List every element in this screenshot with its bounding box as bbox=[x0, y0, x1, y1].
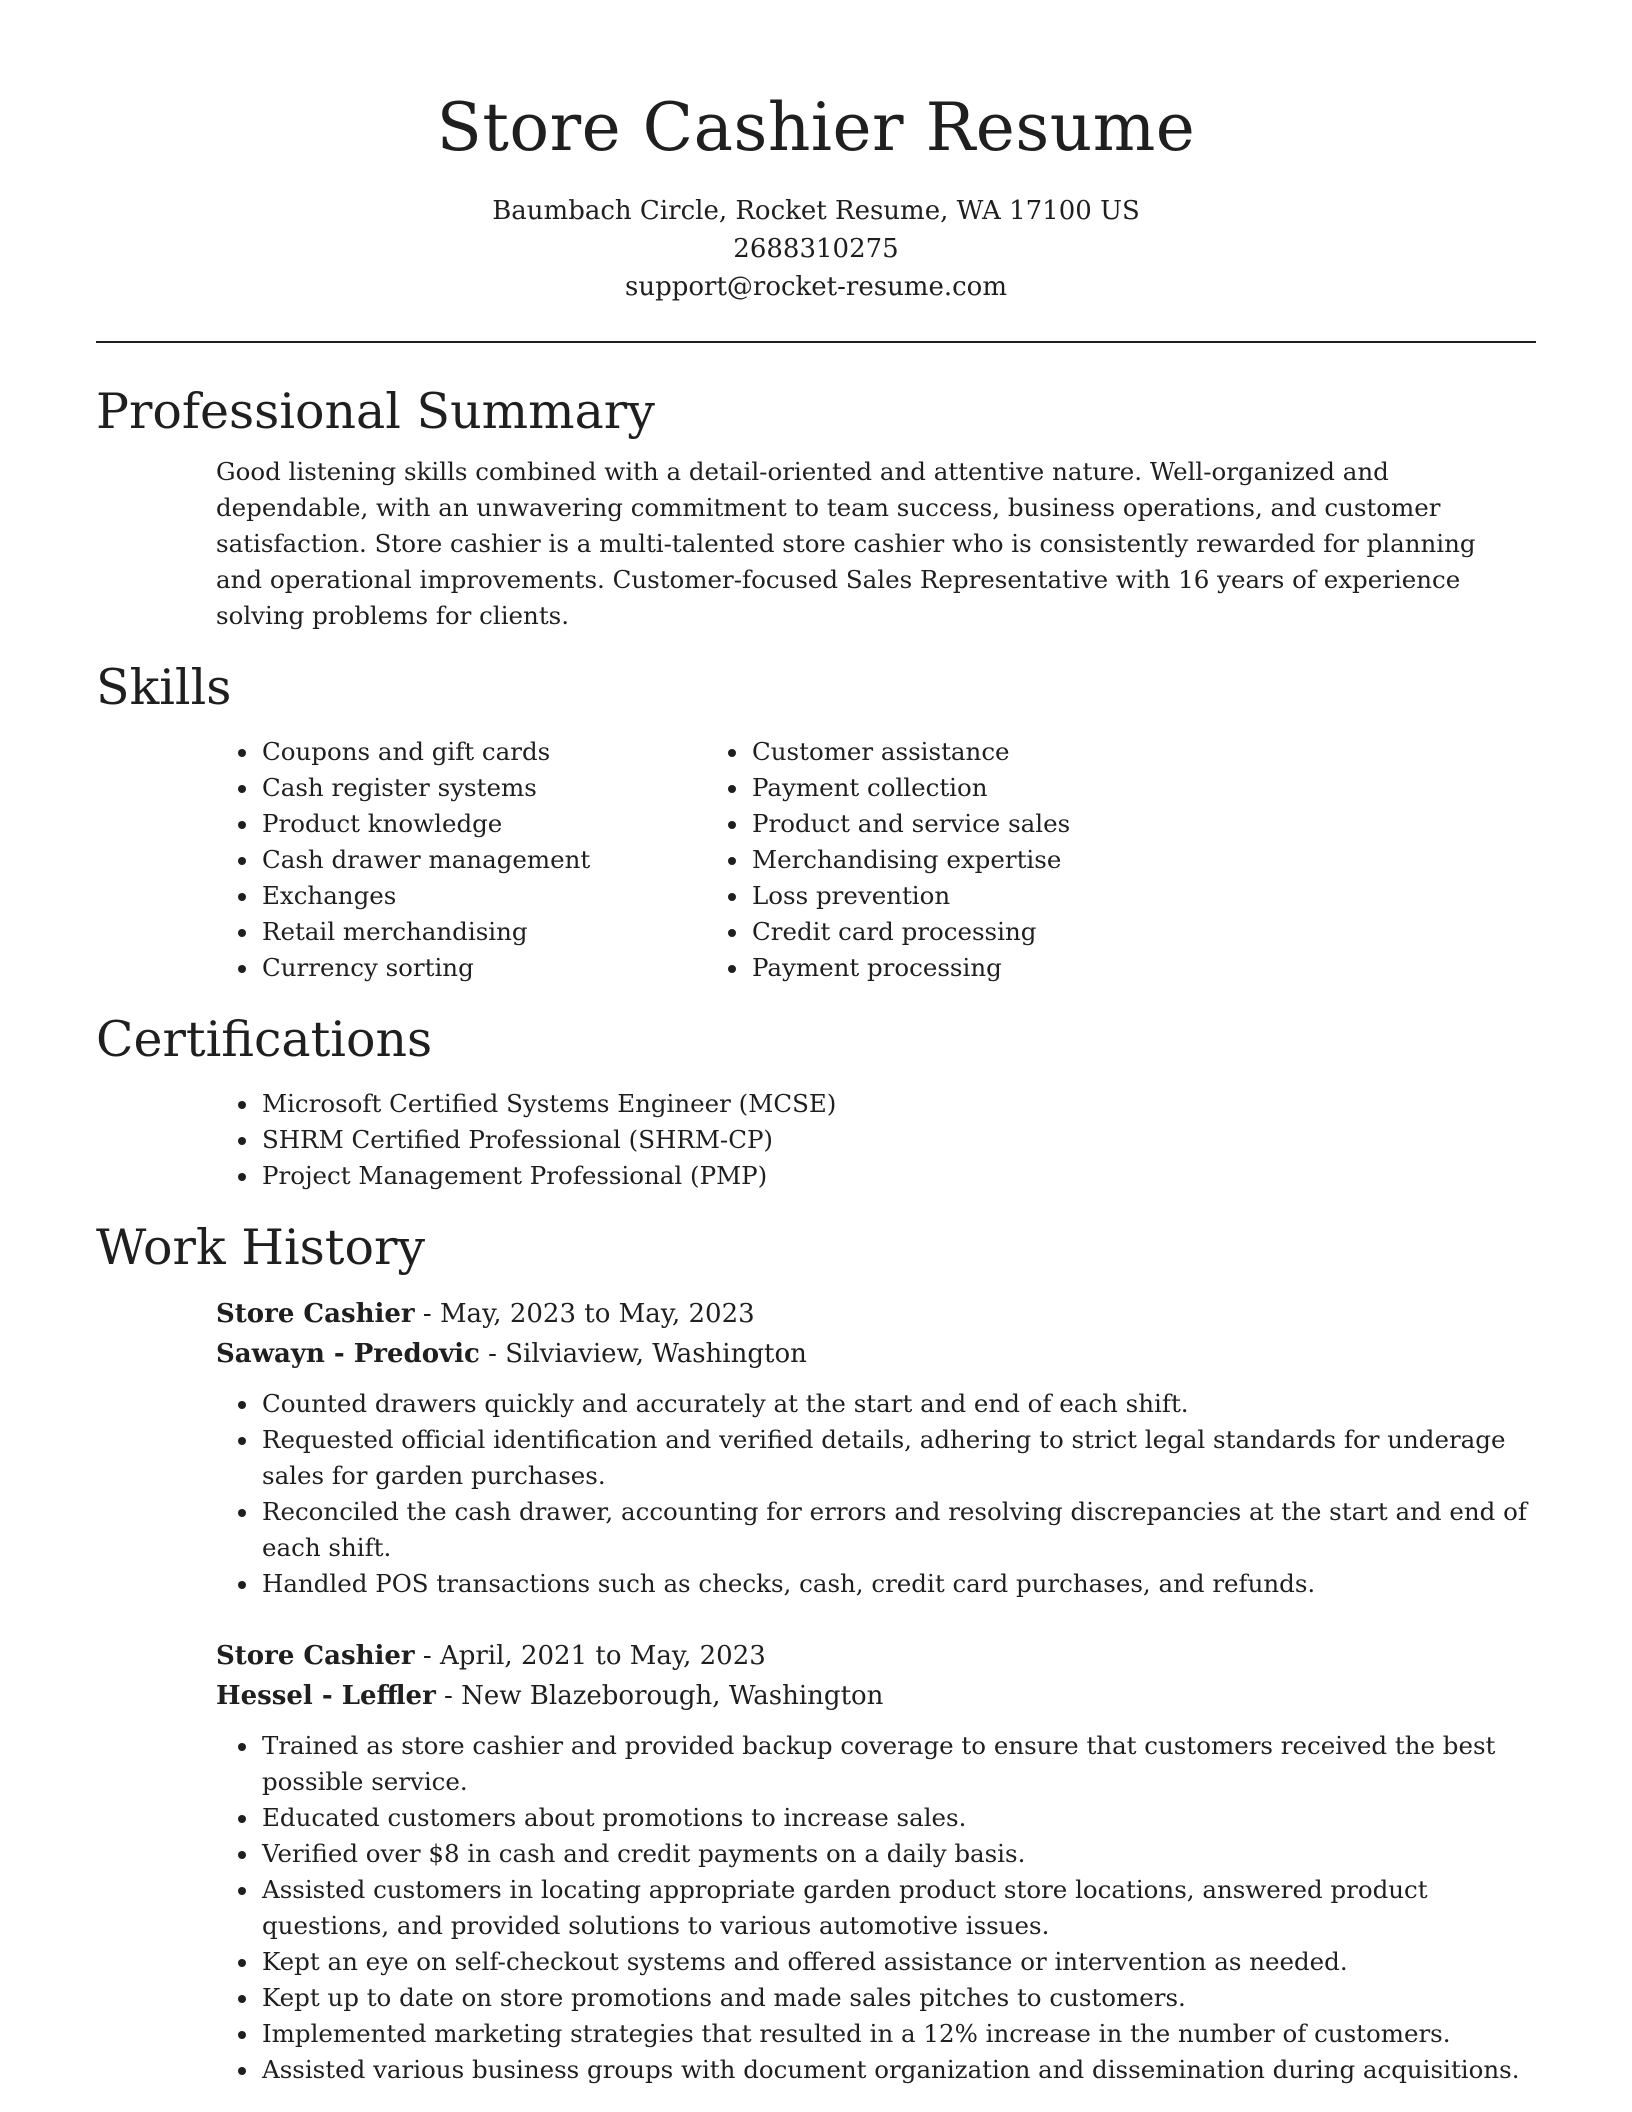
skill-item: • Coupons and gift cards bbox=[260, 734, 750, 770]
skill-item: • Payment processing bbox=[750, 950, 1240, 986]
job-company: Hessel - Leffler bbox=[216, 1681, 436, 1711]
skill-item: • Retail merchandising bbox=[260, 914, 750, 950]
certification-item: • SHRM Certified Professional (SHRM-CP) bbox=[260, 1122, 1536, 1158]
skill-item: • Loss prevention bbox=[750, 878, 1240, 914]
job-duty: • Requested official identification and verified details, adhering to strict legal standards for underage sales for garden purchases. bbox=[260, 1422, 1550, 1494]
skill-item: • Payment collection bbox=[750, 770, 1240, 806]
job-duty: • Educated customers about promotions to increase sales. bbox=[260, 1800, 1550, 1836]
job-location: - New Blazeborough, Washington bbox=[435, 1681, 884, 1711]
job-duty: • Trained as store cashier and provided backup coverage to ensure that customers received the best possible service. bbox=[260, 1728, 1550, 1800]
certifications-heading: Certifications bbox=[96, 1011, 433, 1068]
contact-block bbox=[0, 192, 1632, 306]
skill-item: • Product knowledge bbox=[260, 806, 750, 842]
job-duties bbox=[216, 1386, 1550, 1602]
job-company-line bbox=[216, 1676, 1536, 1716]
skills-columns bbox=[96, 734, 1536, 986]
job-dates: - April, 2021 to May, 2023 bbox=[414, 1641, 766, 1671]
skill-item: • Credit card processing bbox=[750, 914, 1240, 950]
skill-item: • Merchandising expertise bbox=[750, 842, 1240, 878]
job-title: Store Cashier bbox=[216, 1299, 415, 1329]
job-company: Sawayn - Predovic bbox=[216, 1339, 480, 1369]
job-title: Store Cashier bbox=[216, 1641, 415, 1671]
work-history-heading: Work History bbox=[96, 1219, 426, 1276]
contact-address: Baumbach Circle, Rocket Resume, WA 17100 US bbox=[492, 196, 1140, 226]
skill-item: • Customer assistance bbox=[750, 734, 1240, 770]
job-title-line bbox=[216, 1636, 1536, 1676]
job-duty: • Assisted customers in locating appropriate garden product store locations, answered product questions, and provided solutions to various automotive issues. bbox=[260, 1872, 1550, 1944]
header-divider bbox=[96, 341, 1536, 343]
skill-item: • Cash drawer management bbox=[260, 842, 750, 878]
resume-header bbox=[0, 0, 1632, 306]
contact-email: support@rocket-resume.com bbox=[624, 272, 1007, 302]
summary-text: Good listening skills combined with a detail-oriented and attentive nature. Well-organized and dependable, with an unwavering commitment to team success, business operations, and customer satisfaction. Store cashier is a multi-talented store cashier who is consistently rewarded for planning and operational improvements. Customer-focused Sales Representative with 16 years of experience solving problems for clients. bbox=[216, 457, 1476, 630]
certification-item: • Project Management Professional (PMP) bbox=[260, 1158, 1536, 1194]
job-title-line bbox=[216, 1294, 1536, 1334]
job-duty: • Kept an eye on self-checkout systems and offered assistance or intervention as needed. bbox=[260, 1944, 1550, 1980]
job-duty: • Verified over $8 in cash and credit payments on a daily basis. bbox=[260, 1836, 1550, 1872]
job-entry bbox=[216, 1636, 1536, 2088]
job-dates: - May, 2023 to May, 2023 bbox=[414, 1299, 755, 1329]
skills-list-right bbox=[750, 734, 1240, 986]
summary-heading: Professional Summary bbox=[96, 383, 655, 440]
resume-title: Store Cashier Resume bbox=[436, 89, 1196, 166]
skills-list-left bbox=[96, 734, 750, 986]
contact-phone: 2688310275 bbox=[733, 234, 899, 264]
job-duty: • Handled POS transactions such as checks, cash, credit card purchases, and refunds. bbox=[260, 1566, 1550, 1602]
job-duty: • Reconciled the cash drawer, accounting for errors and resolving discrepancies at the start and end of each shift. bbox=[260, 1494, 1550, 1566]
job-duty: • Counted drawers quickly and accurately at the start and end of each shift. bbox=[260, 1386, 1550, 1422]
job-location: - Silviaview, Washington bbox=[479, 1339, 807, 1369]
job-company-line bbox=[216, 1334, 1536, 1374]
skill-item: • Cash register systems bbox=[260, 770, 750, 806]
certification-item: • Microsoft Certified Systems Engineer (MCSE) bbox=[260, 1086, 1536, 1122]
job-duty: • Implemented marketing strategies that resulted in a 12% increase in the number of customers. bbox=[260, 2016, 1550, 2052]
certifications-list bbox=[96, 1086, 1536, 1194]
job-duty: • Assisted various business groups with document organization and dissemination during acquisitions. bbox=[260, 2052, 1550, 2088]
skill-item: • Currency sorting bbox=[260, 950, 750, 986]
skills-heading: Skills bbox=[96, 659, 232, 716]
job-entry bbox=[216, 1294, 1536, 1602]
job-duties bbox=[216, 1728, 1550, 2088]
resume-body bbox=[96, 380, 1536, 2088]
skill-item: • Exchanges bbox=[260, 878, 750, 914]
skill-item: • Product and service sales bbox=[750, 806, 1240, 842]
job-duty: • Kept up to date on store promotions and made sales pitches to customers. bbox=[260, 1980, 1550, 2016]
